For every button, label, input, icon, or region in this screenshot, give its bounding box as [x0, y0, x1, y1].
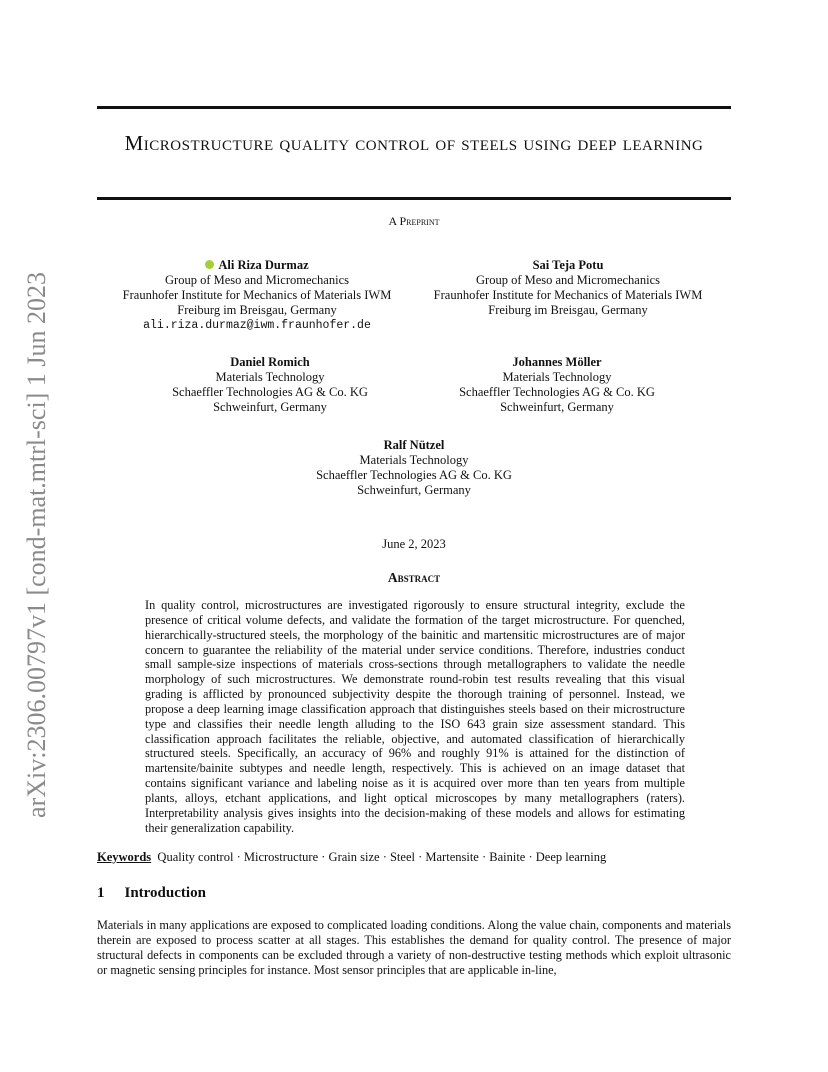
author-affiliation-line: Group of Meso and Micromechanics: [165, 273, 349, 287]
keywords-label: Keywords: [97, 850, 152, 864]
orcid-icon[interactable]: [205, 260, 214, 269]
author-block-4: [397, 355, 717, 415]
author-affiliation-line: Materials Technology: [502, 370, 612, 384]
author-name: Ralf Nützel: [383, 438, 445, 452]
introduction-paragraph: Materials in many applications are exposed to complicated loading conditions. Along the value chain, components and materials therein are exposed to process scatter at all stages. This establishes the demand for quality control. The presence of major structural defects in components can be excluded through a variety of non-destructive testing methods which exploit ultrasonic or magnetic sensing principles for instance. Most sensor principles that are applicable in-line,: [97, 918, 731, 977]
author-affiliation-line: Freiburg im Breisgau, Germany: [488, 303, 648, 317]
author-affiliation-line: Schweinfurt, Germany: [213, 400, 327, 414]
arxiv-id-text: arXiv:2306.00797v1 [cond-mat.mtrl-sci] 1 Jun 2023: [22, 272, 52, 818]
author-affiliation-line: Schaeffler Technologies AG & Co. KG: [172, 385, 368, 399]
author-block-2: [408, 258, 728, 318]
title-top-rule: [97, 106, 731, 109]
author-name: Sai Teja Potu: [532, 258, 604, 272]
author-affiliation-line: Materials Technology: [359, 453, 469, 467]
author-block-1: [97, 258, 417, 333]
author-email[interactable]: ali.riza.durmaz@iwm.fraunhofer.de: [143, 319, 371, 332]
author-affiliation-line: Freiburg im Breisgau, Germany: [177, 303, 337, 317]
author-name: Daniel Romich: [230, 355, 310, 369]
author-block-3: [110, 355, 430, 415]
publication-date: June 2, 2023: [382, 537, 446, 551]
abstract-text: In quality control, microstructures are investigated rigorously to ensure structural integrity, exclude the presence of critical volume defects, and validate the formation of the target microstructure. For quenched, hierarchically-structured steels, the morphology of the bainitic and martensitic microstructures are of major concern to guarantee the reliability of the material under service conditions. Therefore, industries conduct small sample-size inspections of materials cross-sections through metallographers to validate the needle morphology of such microstructures. We demonstrate round-robin test results revealing that this visual grading is afflicted by pronounced subjectivity despite the thorough training of personnel. Instead, we propose a deep learning image classification approach that distinguishes steels based on their microstructure type and classifies their needle length alluding to the ISO 643 grain size assessment standard. This classification approach facilitates the reliable, objective, and automated classification of hierarchically structured steels. Specifically, an accuracy of 96% and roughly 91% is attained for the distinction of martensite/bainite subtypes and needle length, respectively. This is achieved on an image dataset that contains significant variance and labeling noise as it is acquired over more than ten years from multiple plants, alloys, etchant applications, and light optical microscopes by many metallographers (raters). Interpretability analysis gives insights into the decision-making of these models and allows for estimating their generalization capability.: [145, 598, 685, 835]
section-heading-introduction: [97, 885, 206, 902]
author-affiliation-line: Materials Technology: [215, 370, 325, 384]
author-affiliation-line: Fraunhofer Institute for Mechanics of Materials IWM: [433, 288, 703, 302]
paper-title: Microstructure quality control of steels using deep learning: [124, 131, 704, 155]
section-title: Introduction: [124, 885, 206, 901]
title-bottom-rule: [97, 197, 731, 200]
author-affiliation-line: Schaeffler Technologies AG & Co. KG: [459, 385, 655, 399]
section-number: 1: [97, 885, 105, 901]
author-affiliation-line: Schaeffler Technologies AG & Co. KG: [316, 468, 512, 482]
author-affiliation-line: Schweinfurt, Germany: [357, 483, 471, 497]
author-name: Johannes Möller: [512, 355, 602, 369]
author-affiliation-line: Group of Meso and Micromechanics: [476, 273, 660, 287]
author-block-5: [254, 438, 574, 498]
keywords-line: [97, 850, 731, 865]
author-affiliation-line: Schweinfurt, Germany: [500, 400, 614, 414]
arxiv-identifier-sidebar: [17, 250, 57, 840]
preprint-label: A Preprint: [388, 214, 440, 228]
abstract-heading: Abstract: [387, 570, 441, 585]
author-affiliation-line: Fraunhofer Institute for Mechanics of Materials IWM: [122, 288, 392, 302]
keywords-list: Quality control · Microstructure · Grain size · Steel · Martensite · Bainite · Deep learning: [157, 850, 607, 864]
author-name: Ali Riza Durmaz: [97, 258, 417, 273]
